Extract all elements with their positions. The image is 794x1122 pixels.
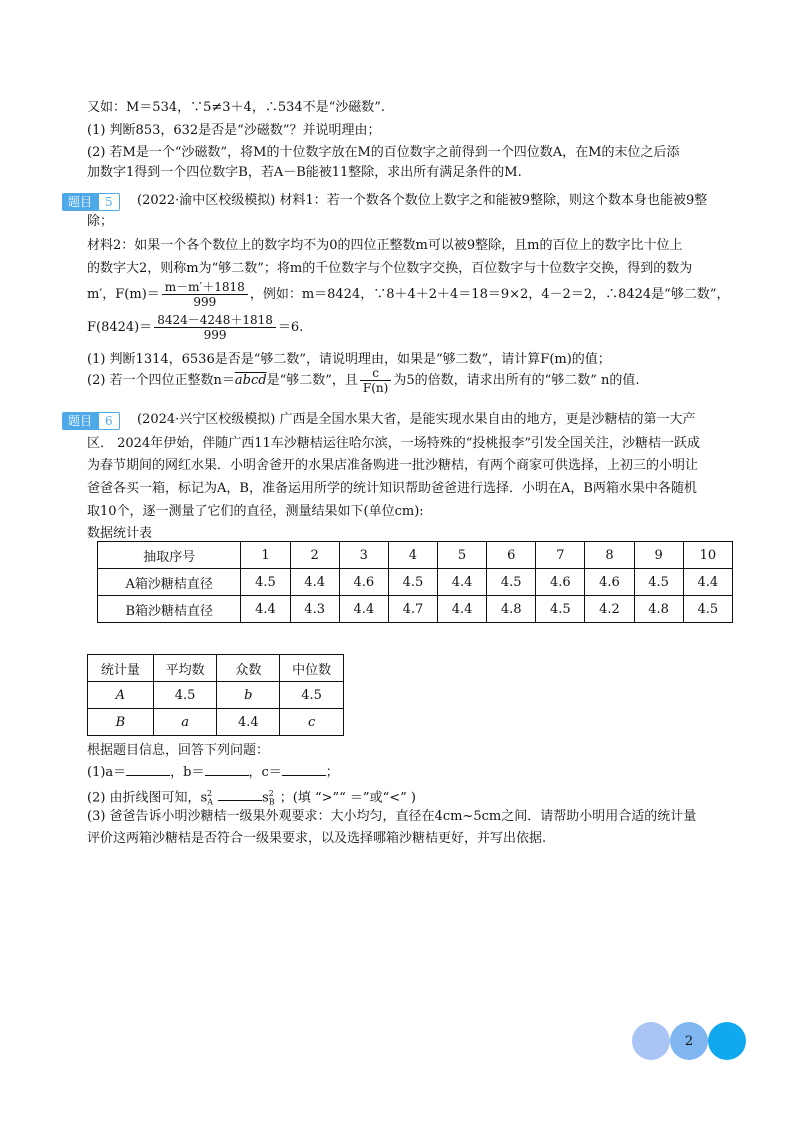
table-cell: a (153, 709, 217, 736)
table-row-b (98, 596, 733, 623)
intro-question-2: (2) 若M是一个“沙磁数”，将M的十位数字放在M的百位数字之前得到一个四位数A，在M的末位之后添 (87, 145, 680, 160)
page-number: 2 (670, 1022, 708, 1060)
table-cell: 4.5 (388, 569, 437, 596)
page-dot-right (708, 1022, 746, 1060)
table-cell: 4.4 (241, 596, 290, 623)
formula-f8424: $\frac{8424-4248+1818}{999}$ (154, 313, 276, 342)
table-cell: 4.4 (290, 569, 339, 596)
table-cell: 5 (438, 542, 487, 569)
table-cell: B (88, 709, 154, 736)
problem-6-question-2: (2) 由折线图可知，$s_A^2$ $s_B^2$ ；(填 “>”“ ＝”或“<” ) (87, 789, 416, 807)
problem-6-line-3: 为春节期间的网红水果．小明舍爸开的水果店准备购进一批沙糖桔，有两个商家可供选择，上初三的小明让 (87, 458, 699, 473)
table-cell: 4.6 (536, 569, 585, 596)
problem-5-question-1: (1) 判断1314，6536是否是“够二数”，请说明理由，如果是“够二数”，请计算F(m)的值； (87, 352, 611, 367)
table-cell: 7 (536, 542, 585, 569)
table-cell: c (280, 709, 344, 736)
table-cell: 9 (634, 542, 683, 569)
table-title: 数据统计表 (87, 526, 153, 541)
problem-6-question-3: (3) 爸爸告诉小明沙糖桔一级果外观要求：大小均匀，直径在4cm~5cm之间．请帮助小明用合适的统计量 (87, 809, 697, 824)
table-cell: 4 (388, 542, 437, 569)
table-cell: 4.5 (634, 569, 683, 596)
table-cell: 4.6 (585, 569, 634, 596)
stats-header-row (88, 655, 344, 682)
table-cell: 统计量 (88, 655, 154, 682)
table-cell: 4.5 (280, 682, 344, 709)
table-cell: 4.5 (683, 596, 732, 623)
table-cell: 4.5 (536, 596, 585, 623)
formula-fm: $\frac{m-m'+1818}{999}$ (162, 280, 248, 309)
problem-5-line-6: F(8424)＝ $\frac{8424-4248+1818}{999}$ ＝6. (87, 313, 304, 342)
problem-6-line-1: (2024·兴宁区校级模拟) 广西是全国水果大省，是能实现水果自由的地方，更是沙糖桔的第一大产 (137, 412, 696, 427)
problem-6-line-5: 取10个，逐一测量了它们的直径，测量结果如下(单位cm): (87, 504, 424, 519)
table-cell: B箱沙糖桔直径 (98, 596, 241, 623)
table-cell: 4.3 (290, 596, 339, 623)
table-cell: A箱沙糖桔直径 (98, 569, 241, 596)
table-cell: 4.4 (438, 569, 487, 596)
table-cell: A (88, 682, 154, 709)
table-cell: 众数 (217, 655, 280, 682)
problem-5-line-2: 除； (87, 214, 114, 229)
answer-blank-compare[interactable] (218, 788, 262, 801)
table-cell: 4.5 (153, 682, 217, 709)
statistics-table (87, 654, 344, 736)
answer-instruction: 根据题目信息，回答下列问题： (87, 743, 270, 758)
table-cell: 4.4 (217, 709, 280, 736)
table-header-row (98, 542, 733, 569)
intro-question-1: (1) 判断853，632是否是“沙磁数”？并说明理由； (87, 123, 381, 138)
problem-5-question-2: (2) 若一个四位正整数n＝abcd是“够二数”，且 $\frac{c}{F(n)}$ 为5的倍数，请求出所有的“够二数” n的值. (87, 366, 640, 395)
table-cell: 4.8 (487, 596, 536, 623)
table-cell: 10 (683, 542, 732, 569)
answer-blank-a[interactable] (126, 763, 170, 776)
problem-6-tag (62, 410, 124, 430)
table-cell: 3 (339, 542, 388, 569)
table-cell: 中位数 (280, 655, 344, 682)
problem-5-tag-label: 题目 (62, 193, 98, 211)
problem-5-line-5: m′，F(m)＝ $\frac{m-m'+1818}{999}$ ，例如：m＝8424，∵8＋4＋2＋4＝18＝9×2，4－2＝2，∴8424是“够二数”， (87, 280, 730, 309)
formula-c-over-fn: $\frac{c}{F(n)}$ (360, 366, 391, 395)
table-cell: 4.8 (634, 596, 683, 623)
table-cell: 4.4 (339, 596, 388, 623)
table-cell: 4.4 (438, 596, 487, 623)
table-cell: 1 (241, 542, 290, 569)
problem-5-tag-number: 5 (98, 193, 120, 211)
table-cell: 2 (290, 542, 339, 569)
problem-5-line-3: 材料2：如果一个各个数位上的数字均不为0的四位正整数m可以被9整除，且m的百位上的数字比十位上 (87, 238, 683, 253)
table-cell: 平均数 (153, 655, 217, 682)
abcd-overline: abcd (234, 373, 267, 388)
problem-6-question-3-cont: 评价这两箱沙糖桔是否符合一级果要求，以及选择哪箱沙糖桔更好，并写出依据. (87, 831, 547, 846)
table-cell: 4.5 (487, 569, 536, 596)
stats-row-b (88, 709, 344, 736)
intro-example: 又如：M＝534，∵5≠3＋4，∴534不是“沙磁数”. (87, 100, 386, 115)
problem-6-line-2: 区． 2024年伊始，伴随广西11车沙糖桔运往哈尔滨，一场特殊的“投桃报李”引发全国关注，沙糖桔一跃成 (87, 436, 701, 451)
problem-6-tag-label: 题目 (62, 412, 98, 430)
problem-5-tag (62, 191, 124, 211)
diameter-table (97, 541, 733, 623)
page-dot-left (632, 1022, 670, 1060)
table-cell: 4.2 (585, 596, 634, 623)
problem-6-tag-number: 6 (98, 412, 120, 430)
table-cell: 8 (585, 542, 634, 569)
answer-blank-c[interactable] (282, 763, 326, 776)
answer-blank-b[interactable] (205, 763, 249, 776)
problem-6-question-1: (1)a＝ ，b＝ ，c＝ ； (87, 765, 339, 780)
intro-question-2-cont: 加数字1得到一个四位数字B，若A－B能被11整除，求出所有满足条件的M. (87, 165, 522, 180)
problem-6-line-4: 爸爸各买一箱，标记为A，B，准备运用所学的统计知识帮助爸爸进行选择．小明在A，B两箱水果中各随机 (87, 481, 697, 496)
table-cell: 4.6 (339, 569, 388, 596)
table-row-a (98, 569, 733, 596)
table-cell: 4.5 (241, 569, 290, 596)
table-cell: 抽取序号 (98, 542, 241, 569)
problem-5-line-4: 的数字大2，则称m为“够二数”；将m的千位数字与个位数字交换，百位数字与十位数字交换，得到的数为 (87, 261, 693, 276)
table-cell: 4.4 (683, 569, 732, 596)
problem-5-line-1: (2022·渝中区校级模拟) 材料1：若一个数各个数位上数字之和能被9整除，则这个数本身也能被9整 (137, 193, 708, 208)
table-cell: b (217, 682, 280, 709)
table-cell: 6 (487, 542, 536, 569)
stats-row-a (88, 682, 344, 709)
table-cell: 4.7 (388, 596, 437, 623)
